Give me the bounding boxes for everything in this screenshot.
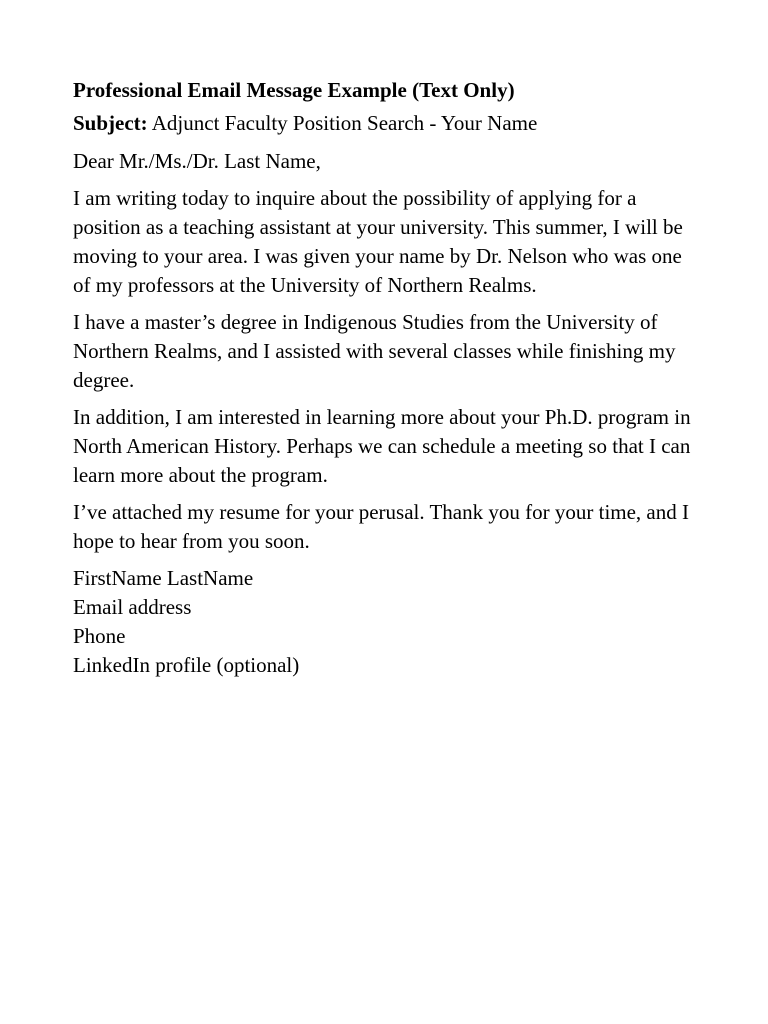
document-title: Professional Email Message Example (Text Only) [73, 78, 515, 102]
signature-email: Email address [73, 595, 192, 619]
signature-phone: Phone [73, 624, 126, 648]
body-paragraph: I’ve attached my resume for your perusal. Thank you for your time, and I hope to hear from you soon. [73, 500, 689, 553]
signature-linkedin: LinkedIn profile (optional) [73, 653, 300, 677]
subject-line [73, 109, 703, 138]
signature-block [73, 564, 703, 680]
email-example-content [73, 76, 703, 680]
body-paragraph: I am writing today to inquire about the possibility of applying for a position as a teaching assistant at your university. This summer, I will be moving to your area. I was given your name by Dr. Nelson who was one of my professors at the University of Northern Realms. [73, 186, 683, 297]
subject-value: Adjunct Faculty Position Search - Your Name [151, 111, 538, 135]
body-paragraph: In addition, I am interested in learning more about your Ph.D. program in North American History. Perhaps we can schedule a meeting so that I can learn more about the program. [73, 405, 691, 487]
signature-name: FirstName LastName [73, 566, 254, 590]
body-paragraph: I have a master’s degree in Indigenous Studies from the University of Northern Realms, and I assisted with several classes while finishing my degree. [73, 310, 676, 392]
subject-label: Subject: [73, 111, 148, 135]
salutation: Dear Mr./Ms./Dr. Last Name, [73, 149, 321, 173]
